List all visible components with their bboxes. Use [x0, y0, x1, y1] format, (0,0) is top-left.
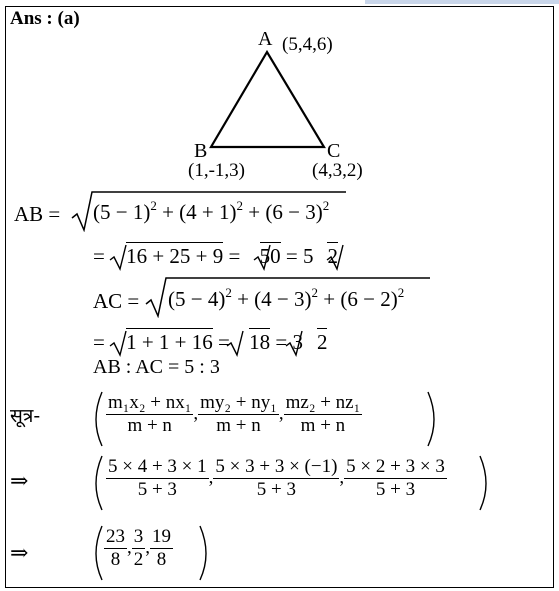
ac-radicand: $(5 - 4)^2 + (4 - 3)^2 + (6 - 2)^2$: [168, 285, 405, 311]
formula-terms: $\frac{\text{m₁x₂ + nx₁}}{m + n}$ , $\frac{\text{my₂ + ny₁}}{m + n}$ , $\frac{\text{mz₂ + nz₁}}{m + n}$: [108, 392, 361, 436]
ac-lhs: AC =: [93, 289, 140, 313]
sub-z: $\frac{5 \times 2 + 3 \times 3}{5 + 3}$: [346, 456, 445, 500]
final-z: $\frac{19}{8}$: [152, 526, 171, 570]
ab-radicand: $(5 - 1)^2 + (4 + 1)^2 + (6 - 3)^2$: [93, 198, 330, 224]
formula-z: $\frac{\text{mz₂ + nz₁}}{m + n}$: [285, 392, 361, 436]
ratio-text: AB : AC = 5 : 3: [93, 356, 220, 378]
answer-title: Ans : (a): [10, 8, 80, 29]
ab-result: = 16 + 25 + 9 = 50 = 5 2: [93, 244, 338, 268]
ab-lhs: AB =: [14, 202, 61, 226]
vertex-a-coord: (5,4,6): [282, 34, 333, 55]
vertex-b-label: B: [194, 140, 208, 162]
ab-result-radicals: [100, 242, 400, 272]
vertex-b-coord: (1,-1,3): [188, 160, 245, 181]
formula-y: $\frac{\text{my₂ + ny₁}}{m + n}$: [200, 392, 277, 436]
substitution-terms: $\frac{5 \times 4 + 3 \times 1}{5 + 3}$ , $\frac{5 \times 3 + 3 \times (-1)}{5 + 3}$ , $\frac{5 \times 2 + 3 \times 3}{5 + 3}$: [108, 456, 445, 500]
vertex-c-label: C: [327, 140, 341, 162]
vertex-a-label: A: [258, 28, 273, 50]
final-terms: $\frac{23}{8}$ , $\frac{3}{2}$ , $\frac{19}{8}$: [106, 526, 171, 570]
implies-arrow-1: ⇒: [10, 468, 29, 493]
ac-result-radicals: [100, 328, 400, 358]
sub-x: $\frac{5 \times 4 + 3 \times 1}{5 + 3}$: [108, 456, 207, 500]
sutra-label: सूत्र-: [10, 405, 41, 427]
triangle-diagram: [0, 0, 559, 200]
final-y: $\frac{3}{2}$: [133, 526, 144, 570]
ac-result: = 1 + 1 + 16 = 18 = 3 2: [93, 330, 328, 354]
final-x: $\frac{23}{8}$: [106, 526, 125, 570]
vertex-c-coord: (4,3,2): [312, 160, 363, 181]
triangle-abc: [211, 52, 324, 147]
sub-y: $\frac{5 \times 3 + 3 \times (-1)}{5 + 3}$: [215, 456, 338, 500]
formula-x: $\frac{\text{m₁x₂ + nx₁}}{m + n}$: [108, 392, 192, 436]
implies-arrow-2: ⇒: [10, 540, 29, 565]
